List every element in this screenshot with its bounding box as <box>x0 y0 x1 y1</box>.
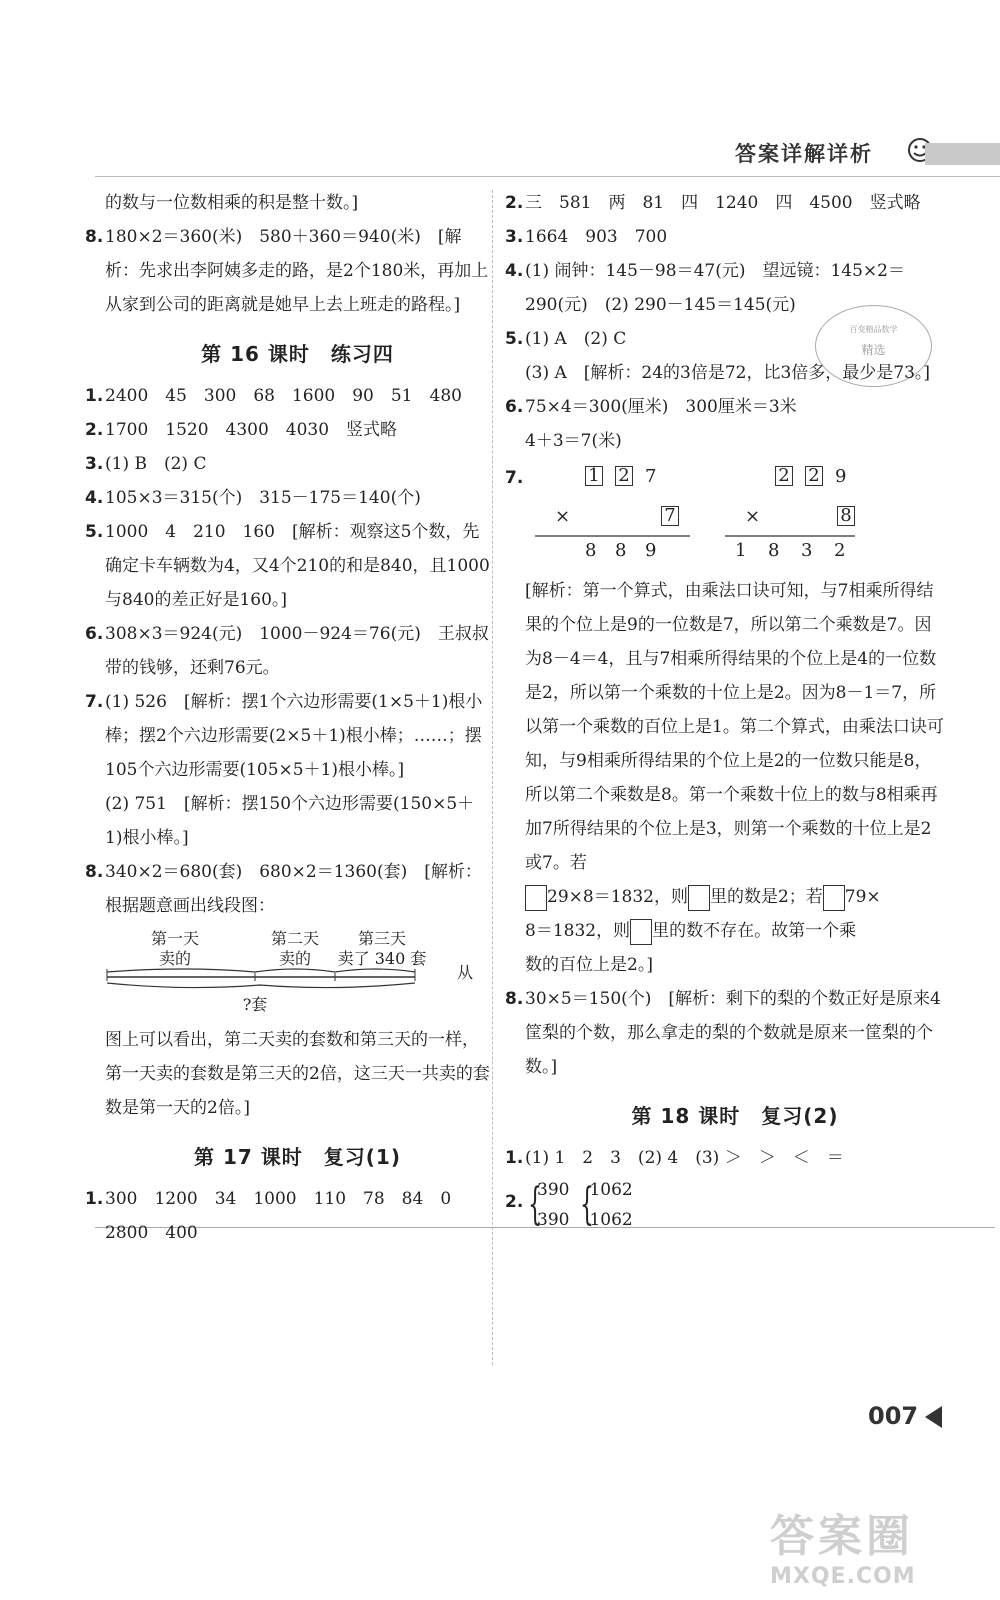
segment-tail-text: 从 <box>456 963 473 982</box>
question-text: 75×4＝300(厘米) 300厘米＝3米 <box>525 397 797 417</box>
question-item <box>85 1182 490 1250</box>
question-item <box>505 254 945 322</box>
text-fragment: 里的数是2；若 <box>709 887 823 907</box>
vertical-multiplication <box>505 458 945 568</box>
question-number: 6. <box>85 624 104 644</box>
empty-box <box>525 885 547 911</box>
question-number: 8. <box>505 989 524 1009</box>
question-item <box>85 379 490 413</box>
digit: 8 <box>585 540 597 561</box>
segment-day3-label: 第三天 卖了 340 套 <box>337 929 427 968</box>
question-number: 7. <box>85 692 104 712</box>
text-line <box>105 787 490 855</box>
segment-day1-label: 第一天 卖的 <box>150 929 199 968</box>
question-item <box>85 617 490 685</box>
question-text: 1700 1520 4300 4030 竖式略 <box>105 420 398 440</box>
times-sign: × <box>745 506 761 527</box>
segment-total-label: ?套 <box>242 995 268 1014</box>
question-text: (3) A [解析：24的3倍是72，比3倍多，最少是73。] <box>525 363 931 383</box>
question-text: 105×3＝315(个) 315－175＝140(个) <box>105 488 421 508</box>
digit-box: 2 <box>615 466 633 486</box>
digit: 9 <box>645 540 657 561</box>
digit: 9 <box>835 466 847 487</box>
question-text: 1664 903 700 <box>525 227 668 247</box>
question-item <box>505 186 945 220</box>
text-fragment: 29×8＝1832，则 <box>547 887 688 907</box>
question-text: (1) 526 [解析：摆1个六边形需要(1×5＋1)根小棒；摆2个六边形需要(2×5＋1)根小棒；……；摆105个六边形需要(105×5＋1)根小棒。] <box>105 692 483 780</box>
header-title: 答案详解详析 <box>735 142 873 166</box>
stamp: 百变精品数学 精选 <box>815 305 932 387</box>
question-text: (1) 闹钟：145－98＝47(元) 望远镜：145×2＝290(元) (2) 290－145＝145(元) <box>525 261 905 315</box>
digit: 8 <box>768 540 780 561</box>
brace-value: 1062 <box>589 1210 633 1230</box>
question-number: 1. <box>505 1148 524 1168</box>
brace-icon: { <box>528 1179 542 1230</box>
watermark: 答案圈 MXQE.COM <box>770 1511 916 1589</box>
question-number: 8. <box>85 862 104 882</box>
question-text: (1) B (2) C <box>105 454 207 474</box>
question-number: 1. <box>85 386 104 406</box>
question-text: 图上可以看出，第二天卖的套数和第三天的一样，第一天卖的套数是第三天的2倍，这三天一共卖的套数是第一天的2倍。] <box>105 1030 490 1118</box>
question-item <box>505 220 945 254</box>
brace-value: 390 <box>537 1210 570 1230</box>
header-rule <box>95 176 1000 177</box>
question-text: 340×2＝680(套) 680×2＝1360(套) [解析：根据题意画出线段图： <box>105 862 482 916</box>
text-fragment: 8＝1832，则 <box>525 921 631 941</box>
question-item <box>85 447 490 481</box>
segment-day2-label: 第二天 卖的 <box>270 929 319 968</box>
text-line <box>525 948 945 982</box>
multiplication-rules <box>525 458 865 568</box>
question-text: (2) 751 [解析：摆150个六边形需要(150×5＋1)根小棒。] <box>105 794 475 848</box>
text-line <box>105 186 490 220</box>
question-text: 的数与一位数相乘的积是整十数。] <box>105 193 359 213</box>
question-text: 1000 4 210 160 [解析：观察这5个数，先确定卡车辆数为4，又4个210的和是840，且1000与840的差正好是160。] <box>105 522 490 610</box>
page-number: 007 <box>868 1402 919 1430</box>
text-fragment: 79× <box>844 887 881 907</box>
digit-box: 1 <box>585 466 603 486</box>
question-text: 4＋3＝7(米) <box>525 431 622 451</box>
question-text: 180×2＝360(米) 580＋360＝940(米) [解析：先求出李阿姨多走的路，是2个180米，再加上从家到公司的距离就是她早上去上班走的路程。] <box>105 227 489 315</box>
question-text: 30×5＝150(个) [解析：剩下的梨的个数正好是原来4筐梨的个数，那么拿走的梨的个数就是原来一筐梨的个数。] <box>525 989 941 1077</box>
digit: 3 <box>801 540 813 561</box>
digit-box: 2 <box>775 466 793 486</box>
section-title: 第 18 课时 复习(2) <box>631 1104 839 1128</box>
question-number: 2. <box>505 193 524 213</box>
question-number: 5. <box>85 522 104 542</box>
question-text: 308×3＝924(元) 1000－924＝76(元) 王叔叔带的钱够，还剩76元。 <box>105 624 489 678</box>
question-item <box>505 390 945 424</box>
text-line <box>525 574 945 880</box>
question-text: (1) A (2) C <box>525 329 627 349</box>
digit-box: 8 <box>837 506 855 526</box>
question-number: 6. <box>505 397 524 417</box>
question-item <box>85 685 490 787</box>
text-line <box>105 1023 490 1125</box>
question-item <box>85 220 490 322</box>
brace-value: 1062 <box>589 1180 633 1200</box>
digit: 7 <box>645 466 657 487</box>
brace-group <box>525 1175 569 1235</box>
right-column <box>505 186 945 1235</box>
question-item <box>85 481 490 515</box>
digit: 1 <box>735 540 747 561</box>
question-text: 数的百位上是2。] <box>525 955 653 975</box>
section-title: 第 17 课时 复习(1) <box>194 1145 401 1169</box>
brace-answer <box>505 1175 945 1235</box>
text-line <box>525 356 945 390</box>
question-text: 2400 45 300 68 1600 90 51 480 <box>105 386 462 406</box>
question-number: 4. <box>505 261 524 281</box>
page-arrow-icon <box>925 1406 942 1428</box>
question-number: 3. <box>505 227 524 247</box>
brace-value: 390 <box>537 1180 570 1200</box>
question-number: 7. <box>505 468 524 488</box>
empty-box <box>688 885 710 911</box>
question-number: 4. <box>85 488 104 508</box>
text-fragment: 里的数不存在。故第一个乘 <box>652 921 857 941</box>
question-item <box>505 1141 945 1175</box>
question-item <box>505 322 945 356</box>
digit: 8 <box>615 540 627 561</box>
text-line <box>525 880 945 914</box>
brace-icon: { <box>580 1179 595 1230</box>
question-text: [解析：第一个算式，由乘法口诀可知，与7相乘所得结果的个位上是9的一位数是7，所以第二个乘数是7。因为8－4＝4，且与7相乘所得结果的个位上是4的一位数是2，所以第一个乘数的十位上是2。因为8－1＝7，所以第一个乘数的百位上是1。第二个算式，由乘法口诀可知，与9相乘所得结果的个位上是2的一位数只能是8，所以第二个乘数是8。第一个乘数十位上的数与8相乘再加7所得结果的个位上是3，则第一个乘数的十位上是2或7。若 <box>525 581 944 873</box>
question-item <box>85 855 490 923</box>
digit-box: 7 <box>661 506 679 526</box>
header-bar <box>925 143 1000 165</box>
question-text: 300 1200 34 1000 110 78 84 0 2800 400 <box>105 1189 469 1243</box>
section-title: 第 16 课时 练习四 <box>201 342 394 366</box>
left-column <box>85 186 490 1250</box>
question-number: 2. <box>85 420 104 440</box>
question-number: 2. <box>505 1192 524 1212</box>
brace-group <box>577 1175 632 1235</box>
column-divider <box>492 190 493 1365</box>
question-item <box>85 413 490 447</box>
question-number: 3. <box>85 454 104 474</box>
question-number: 5. <box>505 329 524 349</box>
digit-box: 2 <box>805 466 823 486</box>
question-item <box>505 982 945 1084</box>
question-number: 1. <box>85 1189 104 1209</box>
question-text: 三 581 两 81 四 1240 四 4500 竖式略 <box>525 193 921 213</box>
question-item <box>85 515 490 617</box>
text-line <box>525 424 945 458</box>
times-sign: × <box>555 506 571 527</box>
digit: 2 <box>834 540 846 561</box>
empty-box <box>630 919 652 945</box>
empty-box <box>823 885 845 911</box>
line-segment-diagram <box>105 929 490 1019</box>
question-number: 8. <box>85 227 104 247</box>
question-text: (1) 1 2 3 (2) 4 (3) ＞ ＞ ＜ ＝ <box>525 1148 844 1168</box>
text-line <box>525 914 945 948</box>
